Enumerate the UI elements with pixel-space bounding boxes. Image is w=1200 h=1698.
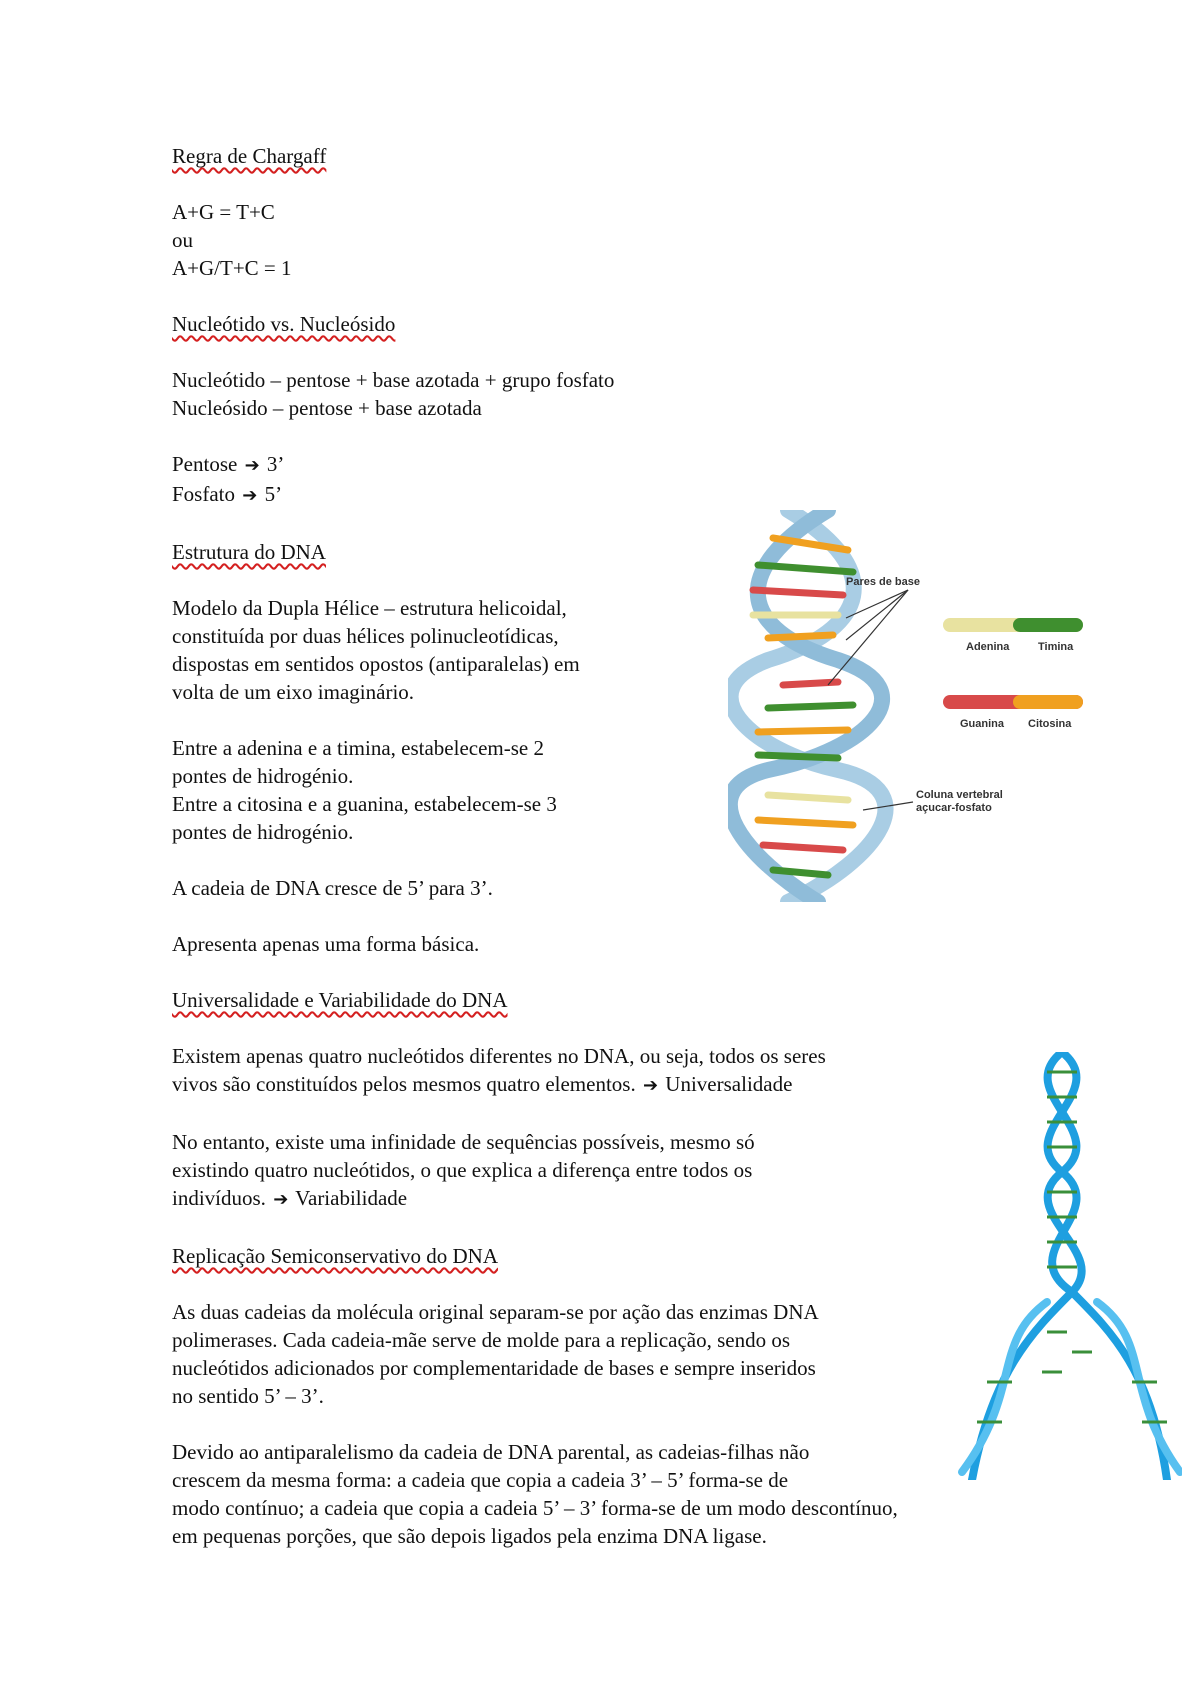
replication-para2-line3: modo contínuo; a cadeia que copia a cadeia 5’ – 3’ forma-se de um modo descontínuo, xyxy=(172,1496,898,1520)
replication-para1-line3: nucleótidos adicionados por complementaridade de bases e sempre inseridos xyxy=(172,1356,816,1380)
arrow-right-icon: ➔ xyxy=(244,455,260,476)
structure-para2-line2: pontes de hidrogénio. xyxy=(172,764,354,788)
universality-para2-line1: No entanto, existe uma infinidade de sequências possíveis, mesmo só xyxy=(172,1130,755,1154)
label-backbone-1: Coluna vertebral xyxy=(916,789,1003,801)
nucleotide-definition: Nucleótido – pentose + base azotada + grupo fosfato xyxy=(172,368,615,392)
pentose-label: Pentose xyxy=(172,452,238,476)
structure-para1-line2: constituída por duas hélices polinucleotídicas, xyxy=(172,624,559,648)
replication-para2-line4: em pequenas porções, que são depois ligados pela enzima DNA ligase. xyxy=(172,1524,767,1548)
chargaff-line-3: A+G/T+C = 1 xyxy=(172,256,292,280)
label-pairs: Pares de base xyxy=(846,576,920,588)
structure-para2-line3: Entre a citosina e a guanina, estabelecem-se 3 xyxy=(172,792,557,816)
replication-para2-line2: crescem da mesma forma: a cadeia que copia a cadeia 3’ – 5’ forma-se de xyxy=(172,1468,789,1492)
arrow-right-icon: ➔ xyxy=(642,1075,659,1096)
structure-para2-line4: pontes de hidrogénio. xyxy=(172,820,354,844)
pentose-line xyxy=(172,450,1052,480)
structure-para3: A cadeia de DNA cresce de 5’ para 3’. xyxy=(172,876,493,900)
universality-tag: Universalidade xyxy=(665,1072,793,1096)
variability-tag: Variabilidade xyxy=(295,1186,408,1210)
heading-universality: Universalidade e Variabilidade do DNA xyxy=(172,988,508,1012)
arrow-right-icon: ➔ xyxy=(273,1189,289,1210)
nucleoside-definition: Nucleósido – pentose + base azotada xyxy=(172,396,482,420)
heading-nucleotide: Nucleótido vs. Nucleósido xyxy=(172,312,396,336)
heading-replication: Replicação Semiconservativo do DNA xyxy=(172,1244,498,1268)
universality-para2-line3 xyxy=(172,1184,1052,1214)
timina-bar xyxy=(1013,618,1083,632)
structure-para1-line4: volta de um eixo imaginário. xyxy=(172,680,415,704)
pentose-value: 3’ xyxy=(266,452,285,476)
helix-drawing xyxy=(730,510,1083,902)
replication-para1-line4: no sentido 5’ – 3’. xyxy=(172,1384,324,1408)
fosfato-line xyxy=(172,480,1052,510)
replication-para1-line2: polimerases. Cada cadeia-mãe serve de molde para a replicação, sendo os xyxy=(172,1328,791,1352)
arrow-right-icon: ➔ xyxy=(242,485,258,506)
universality-para1-line1: Existem apenas quatro nucleótidos diferentes no DNA, ou seja, todos os seres xyxy=(172,1044,826,1068)
replication-para2-line1: Devido ao antiparalelismo da cadeia de DNA parental, as cadeias-filhas não xyxy=(172,1440,810,1464)
structure-para4: Apresenta apenas uma forma básica. xyxy=(172,932,480,956)
label-adenina: Adenina xyxy=(966,641,1010,653)
dna-replication-figure xyxy=(952,1052,1182,1480)
citosina-bar xyxy=(1013,695,1083,709)
universality-para1-text: vivos são constituídos pelos mesmos quatro elementos. xyxy=(172,1072,636,1096)
heading-structure: Estrutura do DNA xyxy=(172,540,326,564)
fosfato-value: 5’ xyxy=(264,482,283,506)
label-guanina: Guanina xyxy=(960,718,1005,730)
structure-para1-line1: Modelo da Dupla Hélice – estrutura helicoidal, xyxy=(172,596,567,620)
dna-helix-figure xyxy=(728,510,1098,902)
fosfato-label: Fosfato xyxy=(172,482,235,506)
label-citosina: Citosina xyxy=(1028,718,1072,730)
universality-para2-text: indivíduos. xyxy=(172,1186,266,1210)
replication-para1-line1: As duas cadeias da molécula original separam-se por ação das enzimas DNA xyxy=(172,1300,819,1324)
universality-para2-line2: existindo quatro nucleótidos, o que explica a diferença entre todos os xyxy=(172,1158,753,1182)
structure-para1-line3: dispostas em sentidos opostos (antiparalelas) em xyxy=(172,652,580,676)
universality-para1-line2 xyxy=(172,1070,1052,1100)
chargaff-line-2: ou xyxy=(172,228,193,252)
structure-para2-line1: Entre a adenina e a timina, estabelecem-se 2 xyxy=(172,736,544,760)
label-backbone-2: açucar-fosfato xyxy=(916,802,992,814)
chargaff-line-1: A+G = T+C xyxy=(172,200,275,224)
label-timina: Timina xyxy=(1038,641,1074,653)
heading-chargaff: Regra de Chargaff xyxy=(172,144,327,168)
